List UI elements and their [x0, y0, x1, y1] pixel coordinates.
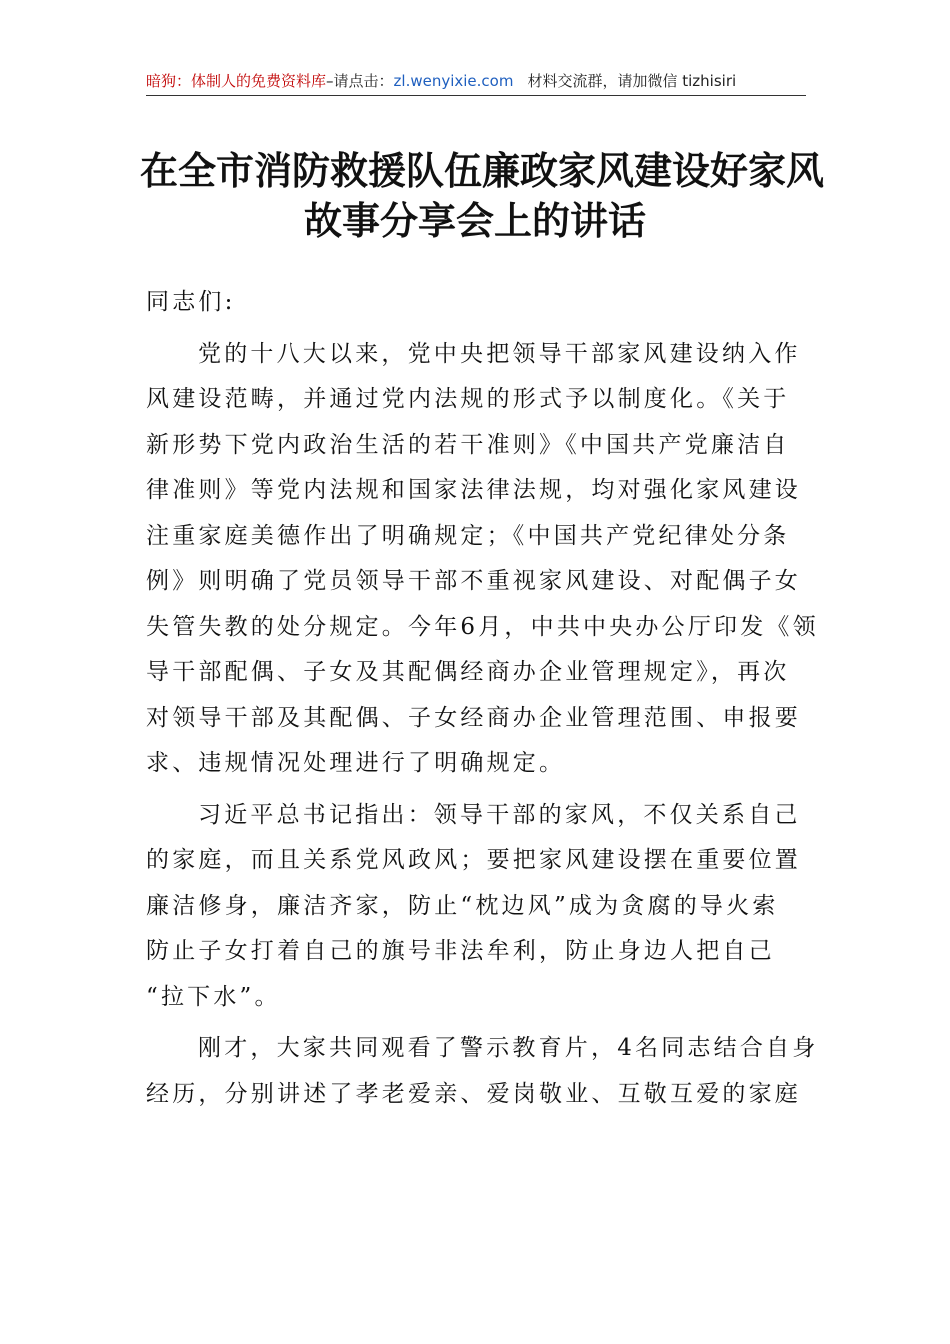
title-line-1: 在全市消防救援队伍廉政家风建设好家风	[140, 148, 825, 193]
salutation: 同志们:	[146, 289, 236, 315]
paragraph-line: 例》则明确了党员领导干部不重视家风建设、对配偶子女	[146, 568, 801, 594]
header-prompt: –请点击：	[326, 72, 394, 90]
paragraph-line: 的家庭，而且关系党风政风；要把家风建设摆在重要位置	[146, 847, 801, 873]
paragraph-line: 廉洁修身，廉洁齐家，防止“枕边风”成为贪腐的导火索	[146, 892, 779, 919]
paragraph-line: 对领导干部及其配偶、子女经商办企业管理范围、申报要	[146, 704, 801, 731]
paragraph-line: 习近平总书记指出：领导干部的家风，不仅关系自己	[198, 801, 801, 828]
paragraph-line: 求、违规情况处理进行了明确规定。	[146, 750, 566, 776]
paragraph-line: 防止子女打着自己的旗号非法牟利，防止身边人把自己	[146, 938, 775, 964]
paragraph-line: 刚才，大家共同观看了警示教育片，4名同志结合自身	[198, 1035, 819, 1061]
header-group-notice: 材料交流群，请加微信 tizhisiri	[527, 72, 737, 90]
paragraph-line: 导干部配偶、子女及其配偶经商办企业管理规定》，再次	[146, 659, 790, 685]
paragraph-line: 注重家庭美德作出了明确规定；《中国共产党纪律处分条	[146, 522, 790, 549]
header-brand: 暗狗：体制人的免费资料库	[146, 72, 327, 90]
paragraph-3	[146, 1026, 819, 1117]
paragraph-line: 党的十八大以来，党中央把领导干部家风建设纳入作	[198, 340, 801, 367]
paragraph-1	[146, 332, 819, 787]
header-link[interactable]: zl.wenyixie.com	[393, 72, 514, 90]
paragraph-line: 新形势下党内政治生活的若干准则》《中国共产党廉洁自	[146, 431, 790, 458]
document-body	[146, 280, 819, 1123]
title-line-2: 故事分享会上的讲话	[303, 198, 646, 243]
paragraph-line: 经历，分别讲述了孝老爱亲、爱岗敬业、互敬互爱的家庭	[146, 1080, 801, 1107]
paragraph-line: 律准则》等党内法规和国家法律法规，均对强化家风建设	[146, 477, 801, 503]
paragraph-line: 失管失教的处分规定。今年6月，中共中央办公厅印发《领	[146, 613, 819, 640]
document-title	[140, 146, 825, 246]
paragraph-line: 风建设范畴，并通过党内法规的形式予以制度化。《关于	[146, 386, 790, 412]
paragraph-line: “拉下水”。	[146, 983, 281, 1010]
page-header	[146, 68, 806, 94]
header-divider	[146, 95, 806, 96]
paragraph-2	[146, 793, 806, 1021]
